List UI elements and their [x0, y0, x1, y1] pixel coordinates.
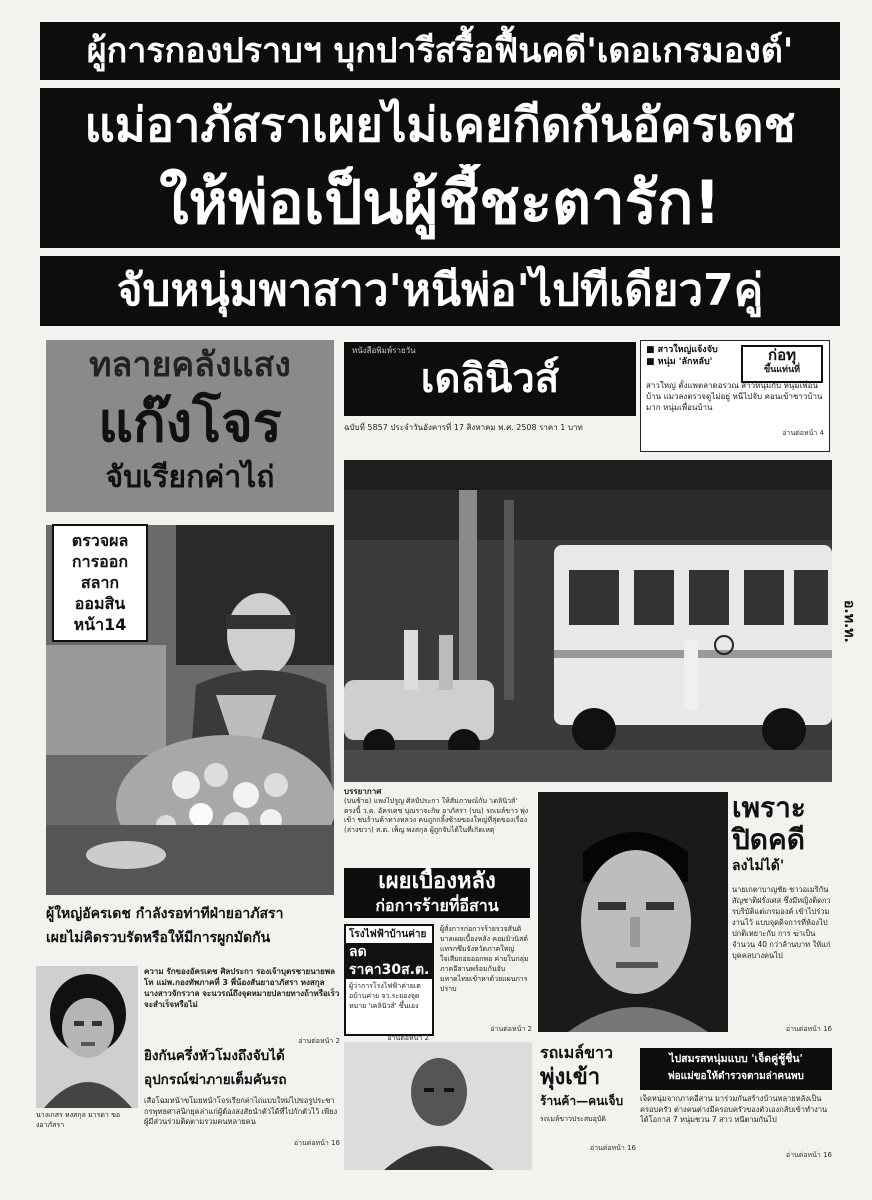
vertical-mark: อ.ท.ท. [841, 600, 857, 643]
photo-caption [344, 786, 530, 864]
side-bullet-2: ■ หนุ่ม 'ลักหลับ' [646, 357, 713, 367]
main-story-headline [46, 902, 342, 962]
crime-body-text: ผู้สั่งการก่อการร้ายรวจสันติบาลเผยเบื้องหลัง คอมมิวนิสต์แทรกซึมจังหวัดภาคใหญ่ ใจเสียถอยออกพอ ค่ายในกลุ่มภาคอีสานพร้อมกันจับมหาดไทยเข้าหาด้วยแผนการปราบ [440, 925, 529, 993]
banner-line1: ผู้การกองปราบฯ บุกปารีสรื้อฟื้นคดี'เดอเกรมองต์' [40, 22, 840, 80]
side-bullet-1: ■ สาวใหญ่แจ้งจับ [646, 345, 718, 355]
lottery-line: สลาก [80, 573, 120, 592]
bottom-right-body: เจ็ดหนุ่มจากภาคอีสาน มาร่วมกันสร้างบ้านหลายหลังเป็นครอบครัว ต่างคนต่างมีครอบครัวของตัวเองกลับเข้าทำงาน ได้โอกาส 7 หนุ่มชวน 7 สาว หนีตามกันไป [640, 1094, 828, 1124]
bus-headline-2: พุ่งเข้า [540, 1065, 601, 1090]
side-badge-2: ขึ้นแท่นที่ [763, 365, 801, 375]
main-body: ความ รักของอัครเดช ศิลประกา รองเจ้าบุตรชายนายพลโท แม่พ.กองทัพภาคที่ 3 พี่น้องสันยาอาภัสรา หงสกุล นางสาวจักรวาล จะนวรณ์ถึงจุดหมายปลายทางถ้าหรือเร็ว จะสำเร็จหรือไม่ [144, 967, 340, 1009]
right-continue: อ่านต่อหน้า 16 [785, 1025, 832, 1033]
bus-street-photo [344, 460, 832, 782]
man-portrait-photo [538, 792, 728, 1032]
woman-portrait-illustration [36, 966, 138, 1108]
banner-line2b: ให้พ่อเป็นผู้ชี้ชะตารัก! [159, 168, 721, 238]
bus-continue: อ่านต่อหน้า 16 [589, 1144, 636, 1152]
banner-line2a: แม่อาภัสราเผยไม่เคยกีดกันอัครเดช [84, 98, 796, 153]
masthead [344, 342, 636, 454]
bottom-right-headline [640, 1048, 832, 1090]
side-badge-1: ก่อทุ [768, 346, 796, 364]
side-badge [741, 345, 823, 383]
side-bullet-1-text: สาวใหญ่แจ้งจับ [657, 345, 718, 355]
right-story [732, 792, 832, 1042]
lottery-line: การออก [71, 552, 129, 571]
shooting-headline-1: ยิงกันครึ่งหัวโมงถึงจับได้ [144, 1048, 285, 1064]
woman-portrait-caption: นางเกสร หงสกุล มารดา ของอาภัสรา [36, 1111, 121, 1129]
bus-story [540, 1042, 636, 1172]
side-news-box [640, 340, 830, 452]
shooting-continue: อ่านต่อหน้า 16 [293, 1139, 340, 1147]
big-headline: แก๊งโจร [98, 391, 282, 454]
right-body: นายเกตาบาญชัย ชาวอเมริกันสัญชาติฝรั่งเศส ซึ่งมีหญิงติดการบริบัติแต่เกรมองค์ เข้าไปร่วมงานไว้ แบบจุดดิจการที่ห้องไปปกติเหยาะกับ การ ฆ่าเป็นจำนวน 40 กว่าล้านบาท ให้แก่บุคคลบางคนไป [732, 885, 831, 960]
banner-main-block [40, 88, 840, 248]
shooting-body: เสือโฉมหน้าขโมยหน้าโจรเรียกค่าไถ่แบบใหม่ไปขอรูประชากรพุทธศาสนิกยุคล่าแก่ผู้ต้องสงสัยนำตัวได้ที่ไปกักตัวไว้ เพียงผู้มีส่วนร่วมติดตามรวมคนหลายคน [144, 1096, 338, 1126]
bottom-right-continue: อ่านต่อหน้า 16 [785, 1151, 832, 1159]
masthead-logo-bar [344, 342, 636, 416]
crime-headline-1: เผยเบื้องหลัง [378, 869, 496, 894]
old-man-photo [344, 1042, 532, 1170]
side-continue: อ่านต่อหน้า 4 [782, 429, 824, 437]
lottery-box [52, 524, 148, 642]
main-headline-1: ผู้ใหญ่อัครเดช กำลังรอท่าทีฝ่ายอาภัสรา [46, 906, 284, 922]
lottery-line: ออมสิน [74, 594, 126, 613]
side-bullet-2-text: หนุ่ม 'ลักหลับ' [657, 357, 713, 367]
banner-line3: จับหนุ่มพาสาว'หนีพ่อ'ไปทีเดียว7คู่ [40, 256, 840, 326]
masthead-info: ฉบับที่ 5857 ประจำวันอังคารที่ 17 สิงหาคม พ.ศ. 2508 ราคา 1 บาท [344, 423, 583, 432]
main-headline-2: เผยไม่คิดรวบรัดหรือให้มีการผูกมัดกัน [46, 930, 271, 946]
electric-line-2: ลดราคา30ส.ต. [346, 943, 432, 979]
right-headline-3: ลงไม่ได้' [732, 858, 785, 874]
old-man-illustration [344, 1042, 532, 1170]
sub-headline: จับเรียกค่าไถ่ [105, 460, 275, 495]
man-portrait-illustration [538, 792, 728, 1032]
electric-box [344, 924, 434, 1042]
caption-body: (บนซ้าย) แพงไปรูญ ศิลป์ประกา ให้สัมภาษณ์กับ 'เดลินิวส์' ตรงนี้ ว.ค. อัครเดช บุณราจะกิษ อาภัสรา (บน) รถเมล์ขาว พุ่งเข้า ชนร้านค้าทางหลวง คนถูกกลิ้งซ้ายของใหญ่ที่สุดของเรื่อง (ล่างขวา) ส.ต. เพ็ญ พงสกุล ผู้ถูกจับได้ในที่เกิดเหตุ [344, 797, 529, 834]
masthead-logo: เดลินิวส์ [420, 355, 560, 402]
gray-headline: ทลายคลังแสง [89, 345, 291, 385]
electric-continue: อ่านต่อหน้า 2 [387, 1034, 429, 1042]
right-headline-1: เพราะ [732, 791, 806, 824]
masthead-caption: หนังสือพิมพ์รายวัน [352, 346, 416, 355]
lottery-line: ตรวจผล [71, 531, 129, 550]
gray-headline-box [46, 340, 334, 512]
main-story-body [144, 966, 340, 1050]
caption-title: บรรยากาศ [344, 787, 382, 796]
bottom-right-headline-2: พ่อแม่ขอให้ตำรวจตามล่าคนพบ [668, 1071, 804, 1082]
bottom-right-headline-1: ไปสมรสหนุ่มแบบ 'เจ็ดคู่ชู้ชื่น' [669, 1053, 803, 1065]
bottom-right-story [640, 1094, 832, 1172]
crime-headline-2: ก่อการร้ายที่อีสาน [375, 896, 499, 915]
bus-body: รถเมล์ขาวประสบอุบัติ [540, 1115, 606, 1123]
crime-continue: อ่านต่อหน้า 2 [490, 1025, 532, 1033]
bus-headline-1: รถเมล์ขาว [540, 1043, 614, 1062]
crime-body [440, 924, 532, 1036]
lottery-line: หน้า14 [73, 615, 127, 634]
electric-line-1: โรงไฟฟ้าบ้านค่าย [349, 929, 427, 940]
crime-headline-box [344, 868, 530, 918]
woman-portrait-photo [36, 966, 138, 1108]
electric-body: ผู้ว่าการโรงไฟฟ้าค่ายเตอบ้านค่าย จว.ระยองจุดหมาย 'เคลินิวส์' ขึ้นเอง [349, 982, 421, 1010]
bus-street-illustration [344, 460, 832, 782]
shooting-story [144, 1044, 340, 1174]
bus-headline-3: ร้านค้า—คนเจ็บ [540, 1094, 624, 1108]
main-continue: อ่านต่อหน้า 2 [298, 1037, 340, 1045]
shooting-headline-2: อุปกรณ์ฆ่าภายเต็มคันรถ [144, 1072, 287, 1088]
side-body: สาวใหญ่ ตั้งแพตลาดอรวณ สาวหนุ่มกับ หนุ่มเพื่อนบ้าน แมวลงตรวจดูไม่อยู่ หนีไปจับ คอนเข้าชาวบ้านมาก หนุ่มเพื่อนบ้าน [646, 381, 823, 412]
right-headline-2: ปิดคดี [732, 823, 805, 856]
